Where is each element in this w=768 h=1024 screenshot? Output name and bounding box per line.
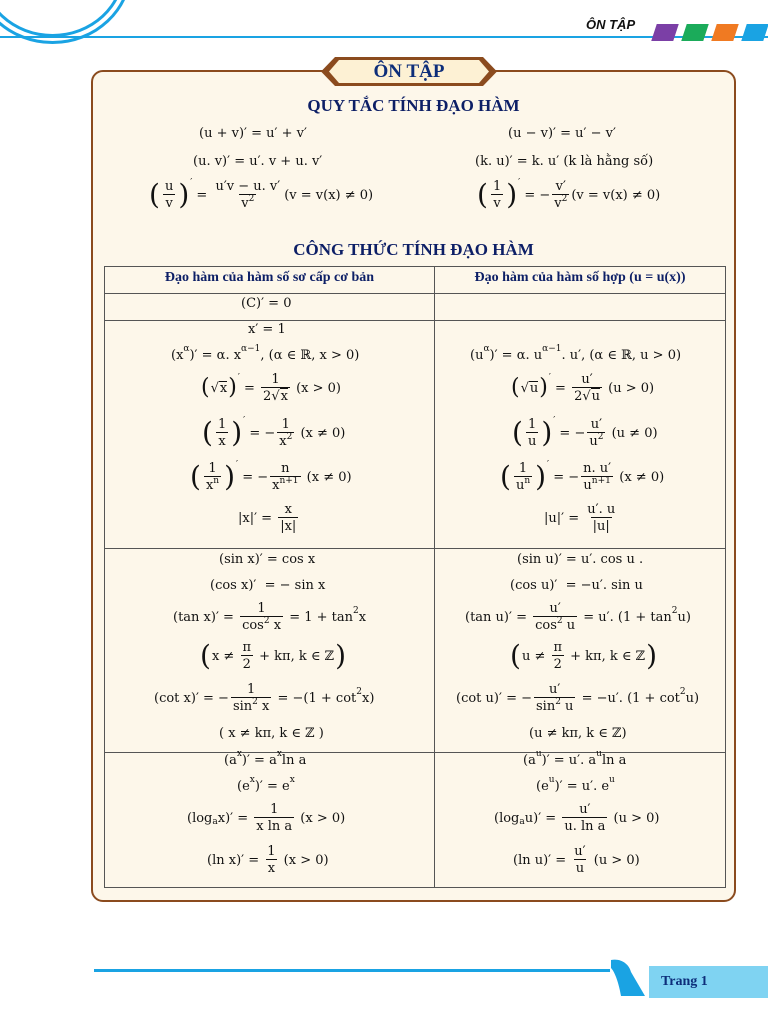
formulas-title: CÔNG THỨC TÍNH ĐẠO HÀM [293, 240, 534, 259]
rule-product: (u. v)′ = u′. v + u. v′ [193, 154, 323, 169]
formula-tan-domain: ( x ≠ $\frac{\pi}{2}$ + kπ, k ∈ ℤ ) [200, 639, 347, 672]
page-number: Trang 1 [661, 974, 708, 989]
formula-sqrt: ( √ x ) ′ = $\frac{1}{2√x}$ (x > 0) [201, 372, 341, 404]
formula-tan-u: (tan u)′ = $\frac{u'}{\cos^2 u}$ = u′. (1 + tan 2 u) [465, 601, 691, 633]
header-section-title: ÔN TẬP [586, 17, 636, 32]
header-color-block-blue [741, 24, 768, 41]
formula-sin: (sin x)′ = cos x [219, 552, 316, 567]
formula-log-a-u: (log a u)′ = $\frac{u'}{\text{u. ln a}}$ (u > 0) [494, 802, 660, 834]
formula-power-u: (u α )′ = α. u α−1 . u′, (α ∈ ℝ, u > 0) [470, 344, 682, 363]
corner-logo [0, 0, 125, 37]
table-header-composite: Đạo hàm của hàm số hợp (u = u(x)) [474, 270, 686, 285]
formula-cos: (cos x)′ = − sin x [210, 578, 326, 593]
formula-cot-u-domain: (u ≠ kπ, k ∈ ℤ) [529, 726, 627, 741]
header-color-block-orange [711, 24, 739, 41]
formula-exp-e: (e x )′ = e x [237, 775, 295, 794]
formula-reciprocal-x: ( $\frac{1}{x}$ ) ′ = − $\frac{1}{x^2}$ (x ≠ 0) [202, 415, 346, 449]
formula-cot-u: (cot u)′ = − $\frac{u'}{\sin^2 u}$ = −u′. (1 + cot 2 u) [456, 682, 700, 714]
rule-constant-note: (k là hằng số) [563, 154, 654, 169]
rules-title: QUY TẮC TÍNH ĐẠO HÀM [307, 96, 520, 115]
rule-difference: (u − v)′ = u′ − v′ [508, 126, 616, 141]
formula-cos-u: (cos u)′ = −u′. sin u [510, 578, 643, 593]
formula-cot-domain: ( x ≠ kπ, k ∈ ℤ ) [219, 726, 324, 741]
table-column-divider [434, 267, 435, 887]
header-color-block-green [681, 24, 709, 41]
rule-constant: (k. u)′ = k. u′ (k là hằng số) [475, 154, 654, 169]
footer-tab-shape [611, 958, 645, 996]
rule-quotient: ( $\frac{u}{v}$ ) ′ = $\frac{u'v - u. v'}{v^2}$ (v = v(x) ≠ 0) [149, 177, 374, 211]
rule-reciprocal: ( $\frac{1}{v}$ ) ′ = − $\frac{v'}{v^2}$ (v = v(x) ≠ 0) [477, 177, 661, 211]
formula-x: x′ = 1 [248, 322, 286, 337]
formula-constant: (C)′ = 0 [241, 296, 292, 311]
formula-sin-u: (sin u)′ = u′. cos u . [517, 552, 644, 567]
formula-tan-u-domain: ( u ≠ $\frac{\pi}{2}$ + kπ, k ∈ ℤ ) [510, 639, 658, 672]
formula-sqrt-u: ( √ u ) ′ = $\frac{u'}{2√u}$ (u > 0) [511, 372, 655, 404]
formula-reciprocal-un: ( $\frac{1}{u^n}$ ) ′ = − $\frac{n. u'}{u^{n+1}}$ (x ≠ 0) [500, 459, 665, 493]
header-color-block-purple [651, 24, 679, 41]
title-banner [321, 56, 497, 87]
table-row-divider [105, 752, 725, 753]
formula-exp-a-u: (a u )′ = u′. a u ln a [523, 749, 627, 768]
formula-exp-a: (a x )′ = a x ln a [224, 749, 307, 768]
formula-reciprocal-xn: ( $\frac{1}{x^n}$ ) ′ = − $\frac{n}{x^{n+1}}$ (x ≠ 0) [190, 459, 352, 493]
formula-cot: (cot x)′ = − $\frac{1}{\sin^2 x}$ = −(1 + cot 2 x) [154, 682, 375, 714]
table-row-divider [105, 293, 725, 294]
formula-exp-e-u: (e u )′ = u′. e u [536, 775, 615, 794]
table-header-basic: Đạo hàm của hàm số sơ cấp cơ bản [164, 270, 375, 285]
formula-abs-u: |u|′ = $\frac{u'. u}{|u|}$ [544, 502, 616, 534]
formula-power: (x α )′ = α. x α−1 , (α ∈ ℝ, x > 0) [171, 344, 360, 363]
table-row-divider [105, 548, 725, 549]
formula-ln: (ln x)′ = $\frac{1}{x}$ (x > 0) [207, 844, 329, 876]
formula-reciprocal-u: ( $\frac{1}{u}$ ) ′ = − $\frac{u'}{u^2}$ (u ≠ 0) [512, 415, 658, 449]
rule-sum: (u + v)′ = u′ + v′ [199, 126, 307, 141]
formula-abs: |x|′ = $\frac{x}{|x|}$ [238, 502, 297, 534]
formula-log-a: (log a x)′ = $\frac{1}{\text{x ln a}}$ (x > 0) [187, 802, 346, 834]
banner-title: ÔN TẬP [373, 61, 445, 82]
footer-rule [94, 969, 610, 972]
formula-ln-u: (ln u)′ = $\frac{u'}{u}$ (u > 0) [513, 844, 640, 876]
table-row-divider [105, 320, 725, 321]
formula-tan: (tan x)′ = $\frac{1}{\cos^2 x}$ = 1 + tan 2 x [173, 601, 367, 633]
